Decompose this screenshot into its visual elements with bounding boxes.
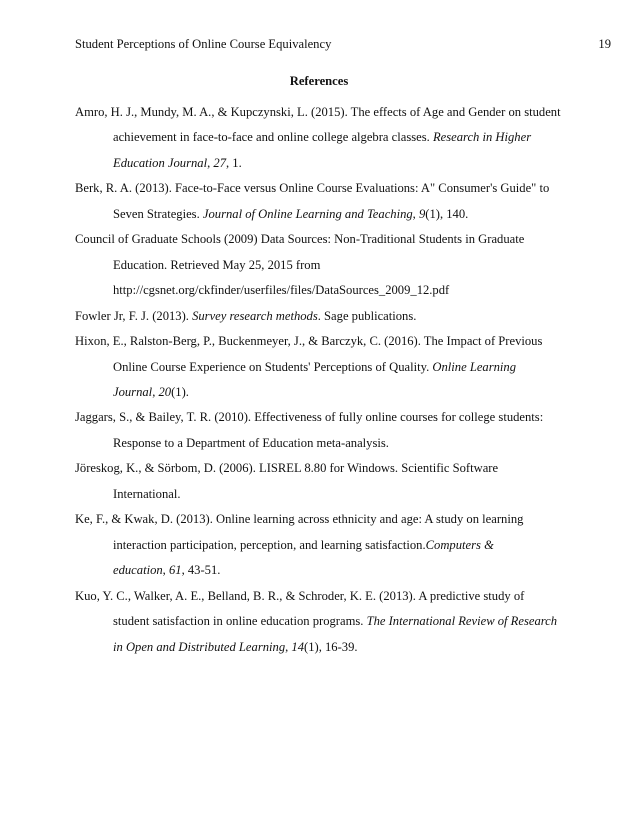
reference-text: , xyxy=(412,206,419,221)
reference-italic-text: 20 xyxy=(158,384,172,399)
reference-text: (1). xyxy=(171,384,189,399)
reference-text: Amro, H. J., Mundy, M. A., & Kupczynski, L. (2015). The effects of Age and Gender on student xyxy=(75,105,561,119)
reference-italic-text: Research in Higher xyxy=(432,130,532,145)
reference-text: Fowler Jr, F. J. (2013). xyxy=(75,308,193,323)
reference-entry xyxy=(75,584,575,660)
reference-line xyxy=(113,125,575,150)
reference-text: Ke, F., & Kwak, D. (2013). Online learning across ethnicity and age: A study on learning xyxy=(75,512,524,527)
reference-italic-text: 14 xyxy=(291,639,305,654)
reference-list xyxy=(75,100,575,660)
running-head: Student Perceptions of Online Course Equivalency xyxy=(75,37,332,51)
reference-line xyxy=(113,558,575,583)
reference-text: student satisfaction in online education programs. xyxy=(113,614,367,629)
reference-line xyxy=(113,533,575,558)
reference-italic-text: in Open and Distributed Learning xyxy=(113,639,286,654)
references-heading: References xyxy=(289,74,349,88)
reference-text: , 1. xyxy=(225,155,242,170)
reference-text: . Sage publications. xyxy=(317,308,417,323)
reference-line xyxy=(113,151,575,176)
reference-text: http://cgsnet.org/ckfinder/userfiles/files/DataSources_2009_12.pdf xyxy=(113,283,450,298)
reference-text: Berk, R. A. (2013). Face-to-Face versus Online Course Evaluations: A" Consumer's Guide" to xyxy=(75,181,550,196)
reference-line xyxy=(75,405,575,430)
reference-italic-text: 9 xyxy=(418,206,426,221)
reference-line xyxy=(113,278,575,303)
reference-text: , xyxy=(207,155,214,170)
reference-line xyxy=(75,329,575,354)
reference-text: , xyxy=(152,384,159,399)
reference-entry xyxy=(75,405,575,456)
reference-text: interaction participation, perception, and learning satisfaction. xyxy=(113,537,426,552)
reference-entry xyxy=(75,507,575,583)
reference-entry xyxy=(75,456,575,507)
reference-line xyxy=(75,304,575,329)
reference-text: achievement in face-to-face and online college algebra classes. xyxy=(113,130,433,145)
reference-line xyxy=(113,253,575,278)
reference-italic-text: 27 xyxy=(213,155,226,170)
reference-entry xyxy=(75,304,575,329)
reference-entry xyxy=(75,227,575,303)
reference-italic-text: Computers & xyxy=(425,537,494,552)
reference-line xyxy=(75,584,575,609)
reference-text: Jöreskog, K., & Sörbom, D. (2006). LISREL 8.80 for Windows. Scientific Software xyxy=(75,461,499,476)
reference-italic-text: Survey research methods xyxy=(192,308,318,323)
reference-italic-text: Journal of Online Learning and Teaching xyxy=(202,206,413,221)
reference-italic-text: The International Review of Research xyxy=(366,614,558,629)
reference-text: , xyxy=(162,563,169,578)
reference-line xyxy=(75,227,575,252)
reference-text: , 43-51. xyxy=(181,563,221,578)
reference-text: Seven Strategies. xyxy=(113,206,203,221)
reference-text: International. xyxy=(113,486,181,501)
reference-text: Council of Graduate Schools (2009) Data Sources: Non-Traditional Students in Graduate xyxy=(75,232,525,247)
reference-line xyxy=(113,482,575,507)
reference-line xyxy=(113,635,575,660)
reference-text: Online Course Experience on Students' Perceptions of Quality. xyxy=(113,359,433,374)
reference-line xyxy=(113,202,575,227)
reference-line xyxy=(75,507,575,532)
reference-text: (1), 140. xyxy=(425,206,469,221)
reference-line xyxy=(75,176,575,201)
reference-italic-text: education xyxy=(113,563,163,578)
reference-text: , xyxy=(285,639,292,654)
reference-italic-text: Journal xyxy=(113,384,153,399)
reference-line xyxy=(113,380,575,405)
reference-text: Kuo, Y. C., Walker, A. E., Belland, B. R., & Schroder, K. E. (2013). A predictive study of xyxy=(75,588,525,603)
reference-line xyxy=(113,609,575,634)
reference-entry xyxy=(75,176,575,227)
reference-text: Hixon, E., Ralston-Berg, P., Buckenmeyer, J., & Barczyk, C. (2016). The Impact of Previous xyxy=(75,334,543,349)
reference-line xyxy=(75,100,575,125)
reference-text: Education. Retrieved May 25, 2015 from xyxy=(113,257,321,272)
reference-text: Response to a Department of Education meta-analysis. xyxy=(113,435,389,450)
reference-line xyxy=(113,431,575,456)
page-header xyxy=(75,37,611,55)
reference-italic-text: Education Journal xyxy=(113,155,208,170)
reference-entry xyxy=(75,329,575,405)
reference-italic-text: 61 xyxy=(168,563,182,578)
page-number: 19 xyxy=(598,37,611,51)
reference-text: Jaggars, S., & Bailey, T. R. (2010). Effectiveness of fully online courses for college students: xyxy=(75,410,544,425)
reference-line xyxy=(75,456,575,481)
reference-entry xyxy=(75,100,575,176)
reference-line xyxy=(113,355,575,380)
reference-italic-text: Online Learning xyxy=(432,359,516,374)
reference-text: (1), 16-39. xyxy=(304,639,358,654)
